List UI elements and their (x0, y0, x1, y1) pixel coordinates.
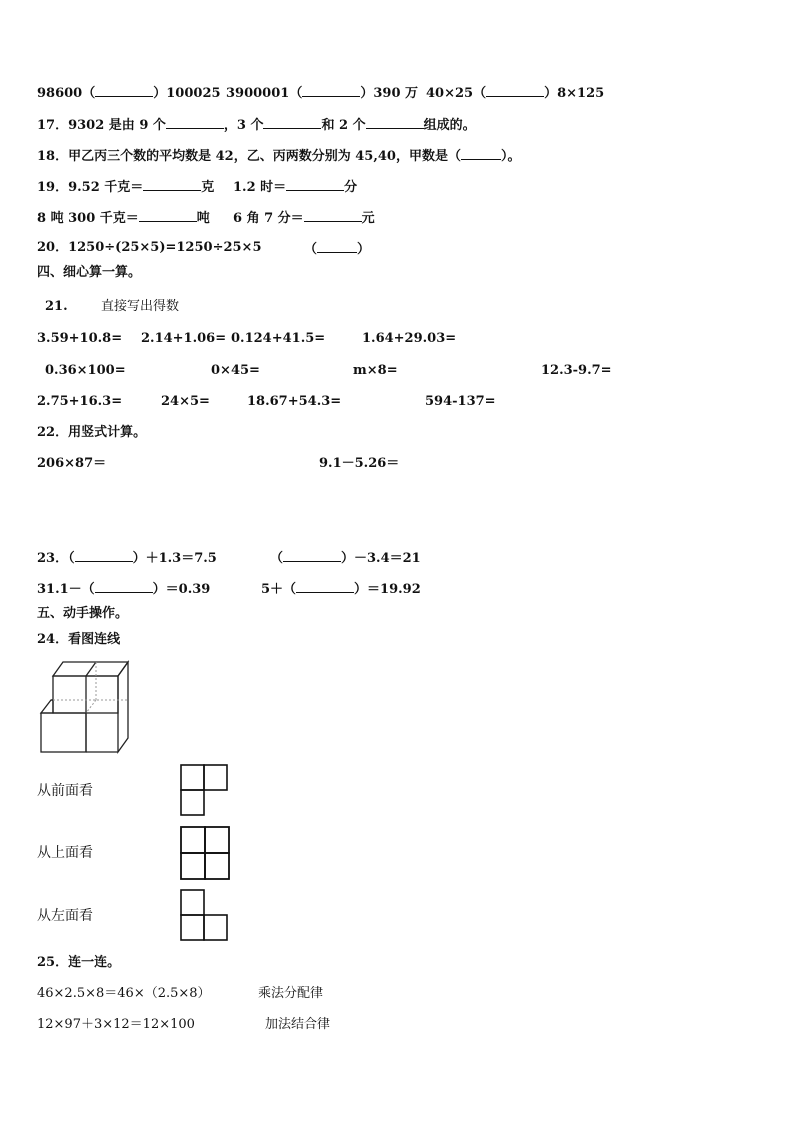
oral-calc-item: 0.36×100= (45, 363, 126, 378)
answer-blank[interactable] (263, 116, 321, 129)
q21-label: 21. (45, 299, 68, 314)
answer-blank[interactable] (166, 116, 224, 129)
q19-unit-4: 元 (361, 211, 375, 226)
q17-text-3: 和 2 个 (321, 118, 366, 133)
expression-1[interactable]: 46×2.5×8＝46×（2.5×8） (37, 986, 211, 1001)
law-label-1[interactable]: 乘法分配律 (258, 986, 324, 1001)
answer-blank[interactable] (143, 178, 201, 191)
answer-blank[interactable] (486, 84, 544, 97)
q23-text: 23．（ (37, 551, 75, 566)
q23-item-1 (37, 549, 217, 567)
compare-line: 98600（ ）100025 (37, 86, 221, 101)
q19-unit-2: 分 (344, 180, 358, 195)
answer-blank[interactable] (95, 84, 153, 97)
vertical-calc-2: 9.1－5.26＝ (319, 456, 400, 471)
oral-calc-item: 2.75+16.3= (37, 394, 123, 409)
vertical-calc-1: 206×87＝ (37, 456, 107, 471)
oral-calc-item: 18.67+54.3= (247, 394, 342, 409)
oral-calc-item: 1.64+29.03= (362, 331, 457, 346)
section-4-heading: 四、细心算一算。 (37, 265, 142, 280)
q21-title: 直接写出得数 (101, 299, 180, 314)
expression-2[interactable]: 12×97＋3×12＝12×100 (37, 1017, 195, 1032)
q18-end: ）。 (500, 149, 521, 164)
compare-left-3: 40×25 (426, 86, 474, 101)
oral-calc-item: 0.124+41.5= (231, 331, 326, 346)
label-front-view: 从前面看 (37, 783, 93, 799)
compare-line-3: 40×25（ ）8×125 (426, 86, 605, 101)
q18-text: 18．甲乙丙三个数的平均数是 42，乙、丙两数分别为 45,40，甲数是（ (37, 149, 461, 164)
q19-unit-3: 吨 (196, 211, 210, 226)
question-20 (37, 240, 262, 256)
answer-blank[interactable] (95, 580, 153, 593)
q20-text: 20．1250÷(25×5)=1250÷25×5 (37, 240, 262, 255)
q19-text-2: 1.2 时＝ (233, 180, 287, 195)
q19-text-4: 6 角 7 分＝ (233, 211, 304, 226)
answer-blank[interactable] (304, 209, 362, 222)
answer-blank[interactable] (296, 580, 354, 593)
answer-blank[interactable] (286, 178, 344, 191)
q17-text-1: 17．9302 是由 9 个 (37, 118, 166, 133)
label-left-view: 从左面看 (37, 908, 93, 924)
question-19-line-2b (233, 209, 375, 227)
oral-calc-item: 24×5= (161, 394, 210, 409)
section-5-heading: 五、动手操作。 (37, 606, 129, 621)
answer-blank[interactable] (75, 549, 133, 562)
view-shape-3[interactable] (179, 888, 231, 942)
q19-text-1: 19．9.52 千克＝ (37, 180, 144, 195)
compare-left-1: 98600 (37, 86, 83, 101)
q23-item-4 (261, 580, 421, 598)
cube-figure (36, 658, 136, 758)
view-shape-1[interactable] (179, 763, 231, 817)
question-17 (37, 116, 476, 134)
answer-blank[interactable] (317, 240, 357, 253)
oral-calc-item: 594-137= (425, 394, 496, 409)
q23-text: 31.1－（ (37, 582, 95, 597)
answer-blank[interactable] (302, 84, 360, 97)
answer-blank[interactable] (461, 147, 501, 160)
q20-judge: （ ） (304, 242, 371, 257)
compare-line-2: 3900001（ ）390 万 (226, 86, 419, 101)
q23-text: ）－3.4＝21 (341, 551, 421, 566)
q24-title: 24．看图连线 (37, 632, 121, 647)
q23-text: ）＝19.92 (354, 582, 421, 597)
compare-left-2: 3900001 (226, 86, 290, 101)
question-19-line-2 (37, 209, 210, 227)
oral-calc-item: 0×45= (211, 363, 260, 378)
q19-unit-1: 克 (201, 180, 215, 195)
compare-right-1: 100025 (166, 86, 221, 101)
q23-text: 5＋（ (261, 582, 297, 597)
answer-blank[interactable] (283, 549, 341, 562)
q19-text-3: 8 吨 300 千克＝ (37, 211, 139, 226)
question-18 (37, 147, 520, 165)
compare-right-2: 390 万 (373, 86, 419, 101)
question-19-line-1 (37, 178, 214, 196)
answer-blank[interactable] (366, 116, 424, 129)
q23-item-2: （ ）－3.4＝21 (270, 551, 421, 566)
q23-text: ）＋1.3＝7.5 (132, 551, 217, 566)
q17-text-4: 组成的。 (423, 118, 476, 133)
q22-title: 22．用竖式计算。 (37, 425, 147, 440)
compare-right-3: 8×125 (557, 86, 605, 101)
q25-title: 25．连一连。 (37, 955, 121, 970)
question-19-line-1b (233, 178, 357, 196)
view-shape-2[interactable] (179, 825, 231, 881)
answer-blank[interactable] (139, 209, 197, 222)
law-label-2[interactable]: 加法结合律 (265, 1017, 331, 1032)
oral-calc-item: 2.14+1.06= (141, 331, 227, 346)
oral-calc-item: m×8= (353, 363, 398, 378)
label-top-view: 从上面看 (37, 845, 93, 861)
q17-text-2: ，3 个 (223, 118, 264, 133)
q23-text: ）＝0.39 (152, 582, 211, 597)
q23-item-3 (37, 580, 210, 598)
oral-calc-item: 3.59+10.8= (37, 331, 123, 346)
oral-calc-item: 12.3-9.7= (541, 363, 612, 378)
